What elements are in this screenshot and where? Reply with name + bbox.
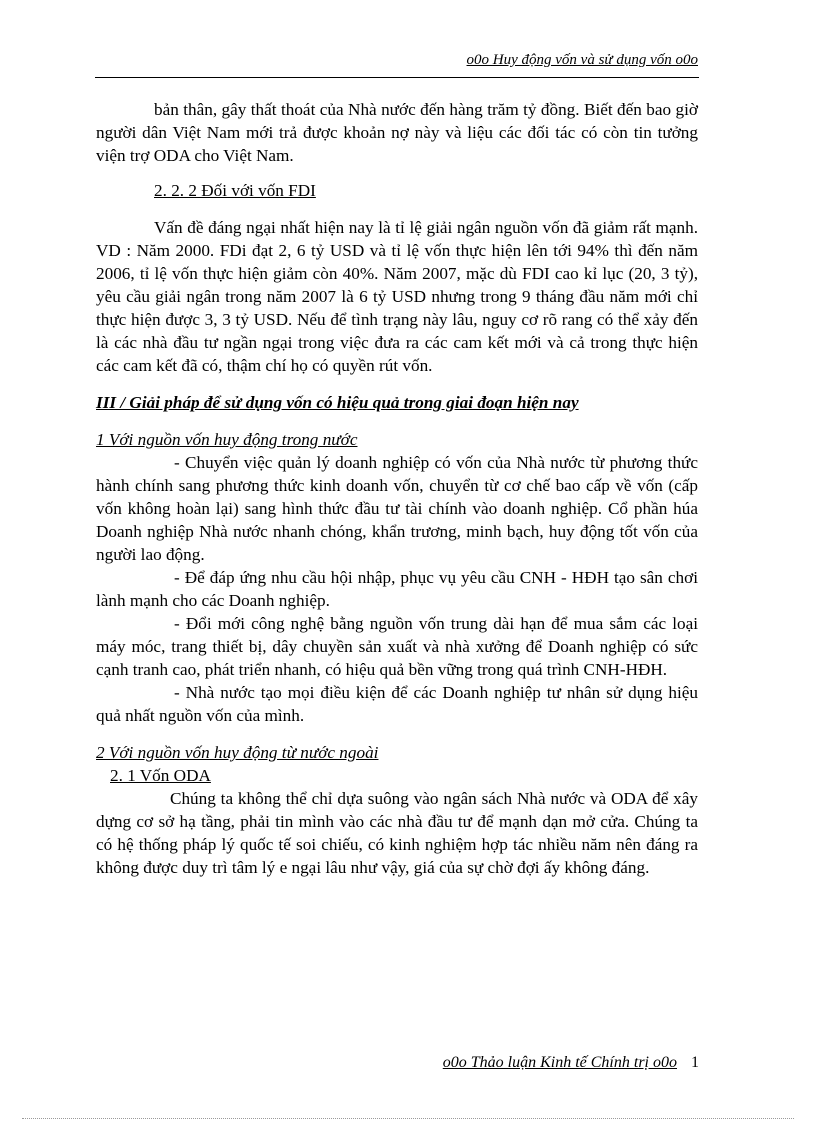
- intro-paragraph: bản thân, gây thất thoát của Nhà nước đến hàng trăm tỷ đồng. Biết đến bao giờ người dân Việt Nam mới trả được khoản nợ này và liệu các đối tác có còn tin tưởng viện trợ ODA cho Việt Nam.: [96, 100, 698, 165]
- oda-paragraph: Chúng ta không thể chỉ dựa suông vào ngân sách Nhà nước và ODA để xây dựng cơ sở hạ tầng, phải tin mình vào các nhà đầu tư để mạnh dạn mở cửa. Chúng ta có hệ thống pháp lý quốc tế soi chiếu, có kinh nghiệm hợp tác nhiều năm nên đáng ra không được duy trì tâm lý e ngại lâu như vậy, giá của sự chờ đợi ấy không đáng.: [96, 789, 698, 877]
- domestic-bullet-1: - Chuyển việc quản lý doanh nghiệp có vốn của Nhà nước từ phương thức hành chính sang phương thức kinh doanh vốn, chuyển từ cơ chế bao cấp về vốn (cấp vốn không hoàn lại) sang hình thức đầu tư tài chính vào doanh nghiệp. Cổ phần húa Doanh nghiệp Nhà nước nhanh chóng, khẩn trương, minh bạch, huy động tốt vốn của người lao động.: [96, 453, 698, 564]
- page-body: [96, 98, 698, 879]
- page-bottom-edge: [22, 1118, 794, 1119]
- fdi-heading-text: 2. 2. 2 Đối với vốn FDI: [154, 181, 316, 200]
- header-divider: [95, 77, 699, 78]
- domestic-capital-heading: 1 Với nguồn vốn huy động trong nước: [96, 430, 358, 449]
- page-footer: [443, 1054, 699, 1072]
- fdi-heading: [96, 179, 698, 202]
- footer-title: o0o Thảo luận Kinh tế Chính trị o0o: [442, 1054, 677, 1071]
- domestic-bullet-4: - Nhà nước tạo mọi điều kiện để các Doanh nghiệp tư nhân sử dụng hiệu quả nhất nguồn vốn của mình.: [96, 683, 698, 725]
- oda-heading-text: 2. 1 Vốn ODA: [110, 766, 211, 785]
- fdi-paragraph: Vấn đề đáng ngại nhất hiện nay là tỉ lệ giải ngân nguồn vốn đã giảm rất mạnh. VD : Năm 2000. FDi đạt 2, 6 tỷ USD và tỉ lệ vốn thực hiện lên tới 94% thì đến năm 2006, tỉ lệ vốn thực hiện giảm còn 40%. Năm 2007, mặc dù FDI cao kỉ lục (20, 3 tỷ), yêu cầu giải ngân trong năm 2007 là 6 tỷ USD nhưng trong 9 tháng đầu năm mới chỉ thực hiện được 3, 3 tỷ USD. Nếu để tình trạng này lâu, nguy cơ rõ rang có thể xảy đến là các nhà đầu tư ngần ngại trong việc đưa ra các cam kết mới và cả trong thực hiện các cam kết đã có, thậm chí họ có quyền rút vốn.: [96, 218, 698, 375]
- foreign-capital-heading: 2 Với nguồn vốn huy động từ nước ngoài: [96, 743, 379, 762]
- section-3-heading: III / Giải pháp để sử dụng vốn có hiệu quả trong giai đoạn hiện nay: [96, 393, 579, 412]
- page-number: 1: [691, 1054, 699, 1071]
- domestic-bullet-2: - Để đáp ứng nhu cầu hội nhập, phục vụ yêu cầu CNH - HĐH tạo sân chơi lành mạnh cho các Doanh nghiệp.: [96, 568, 698, 610]
- domestic-bullet-3: - Đổi mới công nghệ bằng nguồn vốn trung dài hạn để mua sắm các loại máy móc, trang thiết bị, dây chuyền sản xuất và nhà xưởng để Doanh nghiệp có sức cạnh tranh cao, phát triển nhanh, có hiệu quả bền vững trong quá trình CNH-HĐH.: [96, 614, 698, 679]
- oda-heading: [96, 764, 698, 787]
- page-header-title: o0o Huy động vốn và sử dụng vốn o0o: [466, 52, 698, 68]
